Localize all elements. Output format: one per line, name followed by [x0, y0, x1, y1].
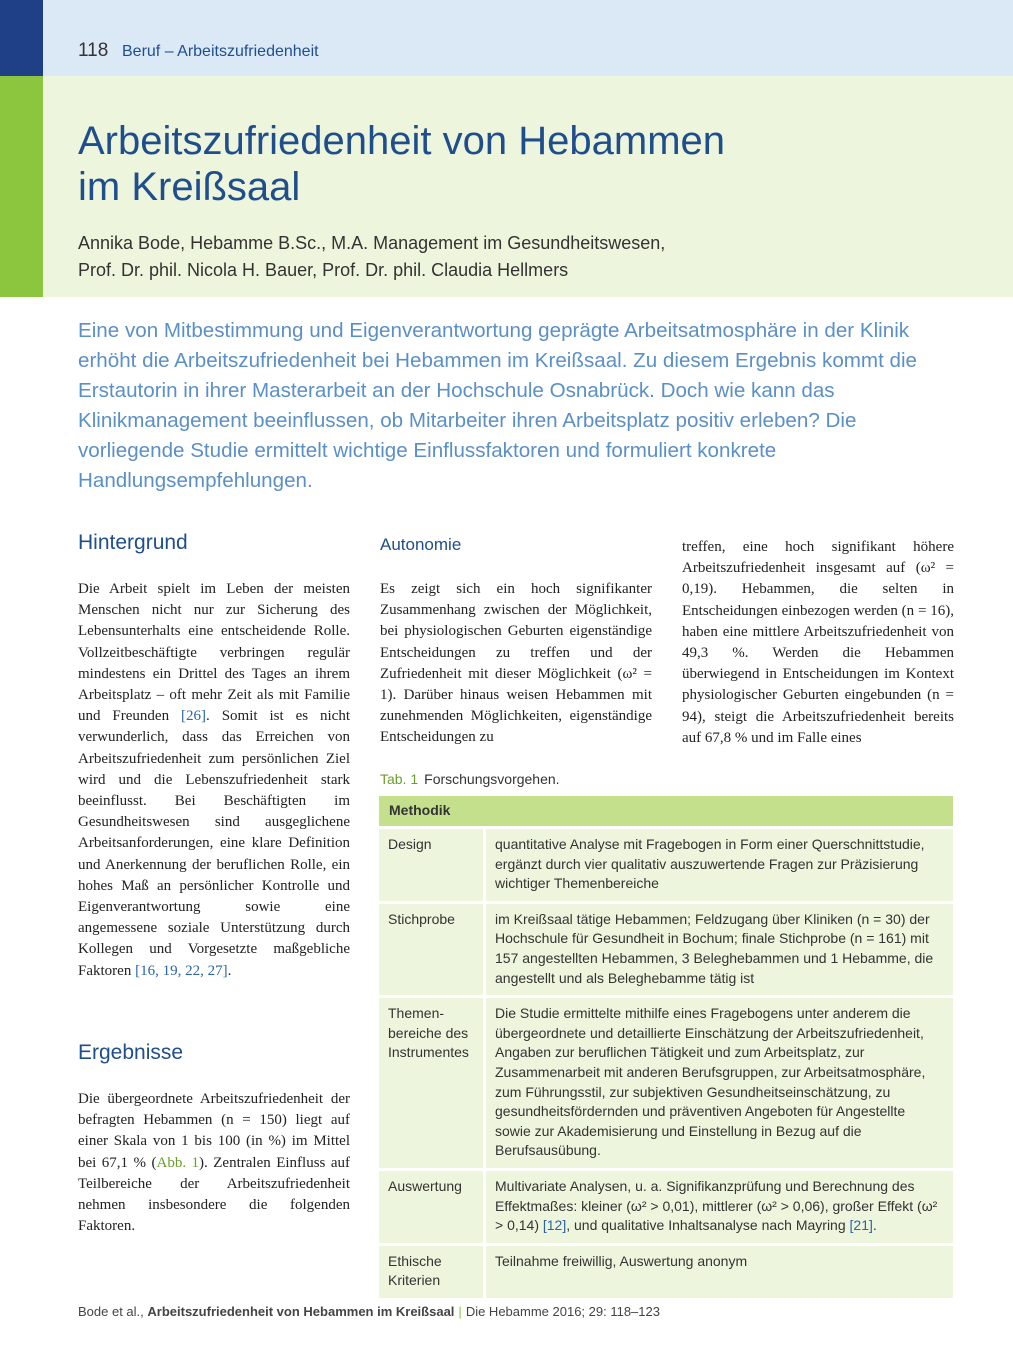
heading-hintergrund: Hintergrund [78, 531, 188, 554]
table-key: Themen-bereiche des Instrumentes [379, 995, 486, 1168]
table-key: Ethische Kriterien [379, 1243, 486, 1298]
header-band [43, 0, 1013, 76]
table-value: Die Studie ermittelte mithilfe eines Fragebogens unter anderem die übergeordnete und detaillierte Einschätzung der Arbeitszufriedenheit, Angaben zur beruflichen Tätigkeit und zum Arbeitsplatz, zur Zusammenarbeit mit anderen Berufsgruppen, zur Arbeitsatmosphäre, zum Führungsstil, zur subjektiven Gesundheitseinschätzung, zu gesundheitsfördernden und präventiven Angeboten für Angestellte sowie zur Akademisierung und Einstellung in Bezug auf die Berufsausübung. [486, 995, 953, 1168]
authors-line-2: Prof. Dr. phil. Nicola H. Bauer, Prof. Dr. phil. Claudia Hellmers [78, 260, 569, 280]
table-value-text: . [872, 1217, 877, 1234]
paragraph-text: . Somit ist es nicht verwunderlich, dass das Erreichen von Arbeitszufriedenheit zum persönlichen Ziel wird und die Lebenszufriedenheit stark beeinflusst. Bei Beschäftigten im Gesundheitswesen sind ausgeglichene Arbeitsanforderungen, eine klare Definition und Anerkennung der beruflichen Rolle, ein hohes Maß an persönlicher Kontrolle und Eigenverantwortung sowie eine angemessene soziale Unterstützung durch Kollegen und Vorgesetzte maßgebliche Faktoren [78, 708, 350, 979]
title-line-2: im Kreißsaal [78, 165, 301, 209]
paragraph-text: . [227, 962, 232, 979]
reference-link[interactable]: [12] [542, 1217, 567, 1234]
table-header-row [379, 796, 953, 826]
footer-title: Arbeitszufriedenheit von Hebammen im Kreißsaal [147, 1304, 455, 1319]
article-title [78, 118, 958, 210]
section-label: Beruf – Arbeitszufriedenheit [122, 43, 319, 60]
page-number: 118 [78, 40, 109, 61]
paragraph-text: Die übergeordnete Arbeitszufriedenheit der befragten Hebammen (n = 150) liegt auf einer Skala von 1 bis 100 (in %) im Mittel bei 67,1 % ( [78, 1091, 350, 1171]
paragraph-autonomie-cont: treffen, eine hoch signifikant höhere Arbeitszufriedenheit insgesamt auf (ω² = 0,19). Hebammen, die selten in Entscheidungen einbezogen werden (n = 16), haben eine mittlere Arbeitszufriedenheit von 49,3 %. Werden die Hebammen überwiegend in Entscheidungen im Kontext physiologischer Geburten eingebunden (n = 94), steigt die Arbeitszufriedenheit bereits auf 67,8 % und im Falle eines [682, 539, 954, 746]
table-label: Tab. 1 [380, 771, 419, 787]
table-row [379, 901, 953, 995]
authors-line-1: Annika Bode, Hebamme B.Sc., M.A. Management im Gesundheitswesen, [78, 233, 666, 253]
figure-reference-link[interactable]: Abb. 1 [156, 1154, 200, 1171]
page-footer [78, 1304, 660, 1319]
table-value-text: Multivariate Analysen, u. a. Signifikanzprüfung und Berechnung des Effektmaßes: kleiner (ω² > 0,01), mittlerer (ω² > 0,06), großer Effekt (ω² > 0,14) [495, 1177, 938, 1234]
table-header: Methodik [379, 796, 953, 826]
header-accent-blue [0, 0, 43, 76]
table-row [379, 995, 953, 1168]
table-value: quantitative Analyse mit Fragebogen in Form einer Querschnittstudie, ergänzt durch vier qualitativ auszuwertende Fragen zur Präzisierung wichtiger Themenbereiche [486, 826, 953, 901]
table-value [486, 1168, 953, 1243]
paragraph-text: Die Arbeit spielt im Leben der meisten Menschen nicht nur zur Sicherung des Lebensunterhalts eine entscheidende Rolle. Vollzeitbeschäftigte verbringen regulär mindestens ein Drittel des Tages an ihrem Arbeitsplatz – oft mehr Zeit als mit Familie und Freunden [78, 581, 350, 725]
reference-link[interactable]: [16, 19, 22, 27] [135, 962, 228, 979]
paragraph-hintergrund [78, 579, 350, 982]
table-row [379, 826, 953, 901]
paragraph-autonomie: Es zeigt sich ein hoch signifikanter Zusammenhang zwischen der Möglichkeit, bei physiologischen Geburten eigenständige Entscheidungen zu treffen und der Zufriedenheit mit dieser Möglichkeit (ω² = 1). Darüber hinaus weisen Hebammen mit zunehmenden Möglichkeiten, eigenständige Entscheidungen zu [380, 581, 652, 746]
footer-authors: Bode et al., [78, 1304, 148, 1319]
lead-paragraph: Eine von Mitbestimmung und Eigenverantwortung geprägte Arbeitsatmosphäre in der Klinik erhöht die Arbeitszufriedenheit bei Hebammen im Kreißsaal. Zu diesem Ergebnis kommt die Erstautorin in ihrer Masterarbeit an der Hochschule Osnabrück. Doch wie kann das Klinikmanagement beeinflussen, ob Mitarbeiter ihren Arbeitsplatz positiv erleben? Die vorliegende Studie ermittelt wichtige Einflussfaktoren und formuliert konkrete Handlungsempfehlungen. [78, 319, 918, 492]
table-key: Design [379, 826, 486, 901]
paragraph-text: ). Zentralen Einfluss auf Teilbereiche der Arbeitszufriedenheit nehmen insbesondere die folgenden Faktoren. [78, 1154, 350, 1235]
footer-separator: | [458, 1304, 462, 1319]
table-key: Stichprobe [379, 901, 486, 995]
reference-link[interactable]: [26] [181, 708, 207, 725]
table-row [379, 1243, 953, 1298]
table-value: Teilnahme freiwillig, Auswertung anonym [486, 1243, 953, 1298]
table-key: Auswertung [379, 1168, 486, 1243]
reference-link[interactable]: [21] [849, 1217, 873, 1234]
table-caption-text: Forschungsvorgehen. [424, 771, 560, 787]
table-row [379, 1168, 953, 1243]
heading-ergebnisse: Ergebnisse [78, 1041, 184, 1064]
footer-journal: Die Hebamme 2016; 29: 118–123 [465, 1304, 660, 1319]
authors [78, 230, 958, 284]
heading-autonomie: Autonomie [380, 535, 462, 554]
title-line-1: Arbeitszufriedenheit von Hebammen [78, 119, 726, 163]
methods-table [379, 796, 953, 1298]
table-value-text: , und qualitative Inhaltsanalyse nach Mayring [566, 1217, 850, 1234]
table-value: im Kreißsaal tätige Hebammen; Feldzugang über Kliniken (n = 30) der Hochschule für Gesundheit in Bochum; finale Stichprobe (n = 161) mit 157 angestellten Hebammen, 3 Beleghebammen und 1 Hebamme, die angestellt und als Beleghebamme tätig ist [486, 901, 953, 995]
paragraph-ergebnisse [78, 1089, 350, 1237]
table-caption [380, 771, 560, 787]
title-accent-green [0, 76, 43, 297]
